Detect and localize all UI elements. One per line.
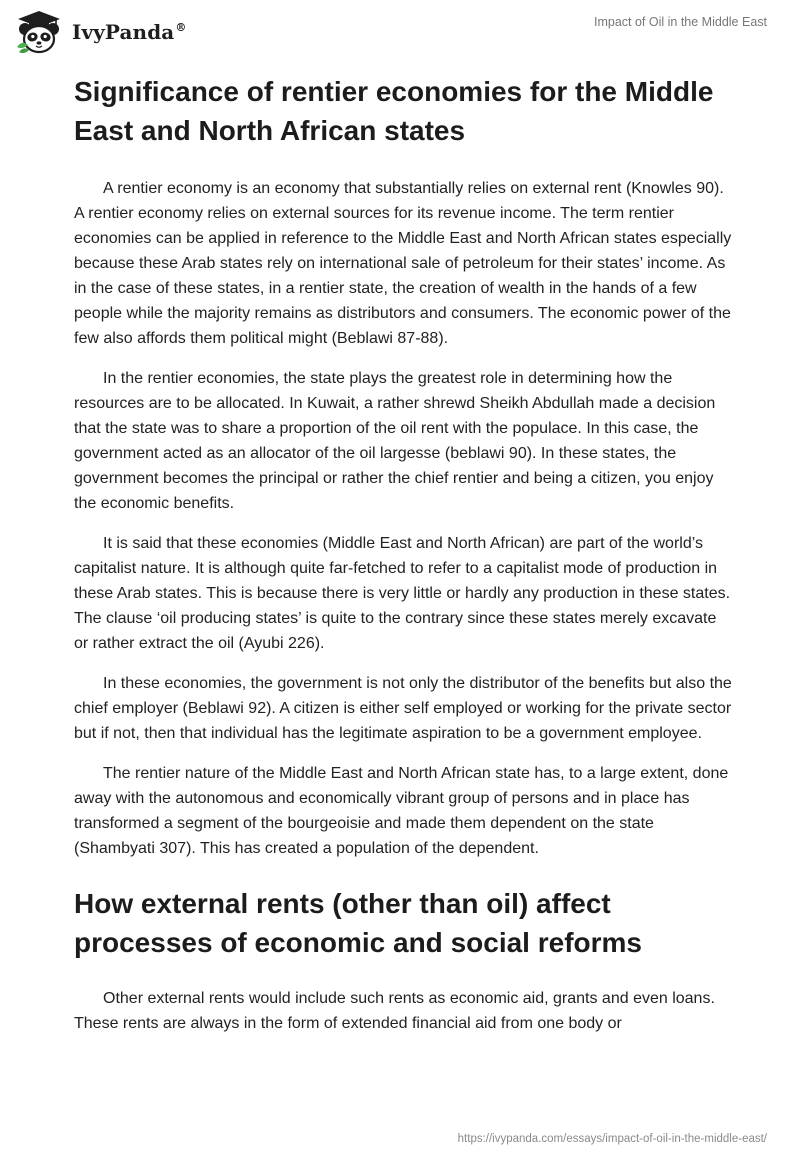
paragraph: Other external rents would include such rents as economic aid, grants and even loans. These rents are always in the form of extended financial aid from one body or [74, 990, 715, 1032]
brand-name: IvyPanda® [72, 20, 187, 44]
section-heading: Significance of rentier economies for the Middle East and North African states [74, 76, 714, 146]
paragraph: It is said that these economies (Middle East and North African) are part of the world’s capitalist nature. It is although quite far-fetched to refer to a capitalist mode of production in these Arab states. This is because there is very little or hardly any production in these states. The clause ‘oil producing states’ is quite to the contrary since these states merely excavate or rather extract the oil (Ayubi 226). [74, 535, 731, 652]
panda-logo-icon [14, 9, 64, 55]
paragraph: In these economies, the government is not only the distributor of the benefits but also the chief employer (Beblawi 92). A citizen is either self employed or working for the private sector but if not, then that individual has the legitimate aspiration to be a government employee. [74, 675, 732, 742]
essay-content [74, 72, 734, 1051]
page-header [0, 0, 800, 60]
ivypanda-logo[interactable] [14, 9, 186, 55]
paragraph: The rentier nature of the Middle East and North African state has, to a large extent, done away with the autonomous and economically vibrant group of persons and in place has transformed a segment of the bourgeoisie and made them dependent on the state (Shambyati 307). This has created a population of the dependent. [74, 765, 729, 857]
paragraph: A rentier economy is an economy that substantially relies on external rent (Knowles 90). A rentier economy relies on external sources for its revenue income. The term rentier economies can be applied in reference to the Middle East and North African states especially because these Arab states rely on international sale of petroleum for their states’ income. As in the case of these states, in a rentier state, the creation of wealth in the hands of a few people while the majority remains as distributors and consumers. The economic power of the few also affords them political might (Beblawi 87-88). [74, 180, 732, 347]
paragraph: In the rentier economies, the state plays the greatest role in determining how the resources are to be allocated. In Kuwait, a rather shrewd Sheikh Abdullah made a decision that the state was to share a proportion of the oil rent with the populace. In this case, the government acted as an allocator of the oil largesse (beblawi 90). In these states, the government becomes the principal or rather the chief rentier and being a citizen, you enjoy the economic benefits. [74, 370, 716, 512]
source-url-link[interactable]: https://ivypanda.com/essays/impact-of-oil-in-the-middle-east/ [457, 1133, 767, 1145]
document-title: Impact of Oil in the Middle East [594, 15, 767, 29]
section-heading: How external rents (other than oil) affect processes of economic and social reforms [74, 888, 642, 958]
